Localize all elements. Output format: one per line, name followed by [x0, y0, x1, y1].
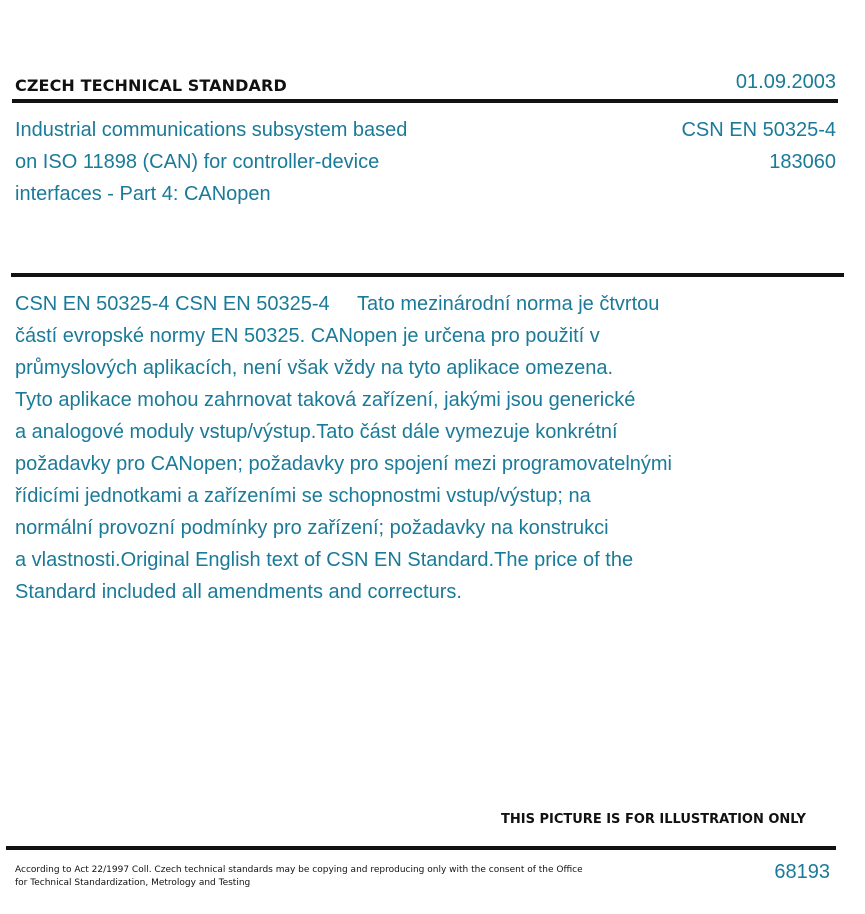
standard-identifiers [681, 114, 836, 178]
abstract-line: průmyslových aplikacích, není však vždy na tyto aplikace omezena. [15, 357, 614, 379]
abstract-line: CSN EN 50325-4 CSN EN 50325-4 Tato mezinárodní norma je čtvrtou [15, 293, 660, 315]
footer-divider [6, 846, 836, 850]
illustration-notice: THIS PICTURE IS FOR ILLUSTRATION ONLY [501, 812, 806, 827]
abstract-line: normální provozní podmínky pro zařízení; požadavky na konstrukci [15, 517, 609, 539]
standard-title-line: Industrial communications subsystem based [15, 119, 408, 141]
standard-title-line: on ISO 11898 (CAN) for controller-device [15, 151, 380, 173]
abstract-line: požadavky pro CANopen; požadavky pro spojení mezi programovatelnými [15, 453, 673, 475]
legal-notice [15, 864, 583, 890]
standard-title-line: interfaces - Part 4: CANopen [15, 183, 271, 205]
document-type-label: CZECH TECHNICAL STANDARD [15, 76, 287, 95]
abstract-line: a analogové moduly vstup/výstup.Tato část dále vymezuje konkrétní [15, 421, 618, 443]
legal-notice-line: for Technical Standardization, Metrology and Testing [15, 878, 251, 888]
publication-date: 01.09.2003 [735, 71, 836, 93]
abstract-text [15, 288, 775, 608]
abstract-line: částí evropské normy EN 50325. CANopen je určena pro použití v [15, 325, 600, 347]
abstract-line: Tyto aplikace mohou zahrnovat taková zařízení, jakými jsou generické [15, 389, 636, 411]
classification-number: 183060 [769, 151, 836, 173]
abstract-line: Standard included all amendments and correcturs. [15, 581, 462, 603]
section-divider [11, 273, 844, 277]
standard-title [15, 114, 475, 210]
abstract-line: a vlastnosti.Original English text of CSN EN Standard.The price of the [15, 549, 634, 571]
standard-code: CSN EN 50325-4 [681, 119, 836, 141]
abstract-line: řídicími jednotkami a zařízeními se schopnostmi vstup/výstup; na [15, 485, 591, 507]
header-divider [12, 99, 838, 103]
legal-notice-line: According to Act 22/1997 Coll. Czech technical standards may be copying and reproducing only with the consent of the Office [15, 865, 583, 875]
document-number: 68193 [774, 861, 830, 883]
